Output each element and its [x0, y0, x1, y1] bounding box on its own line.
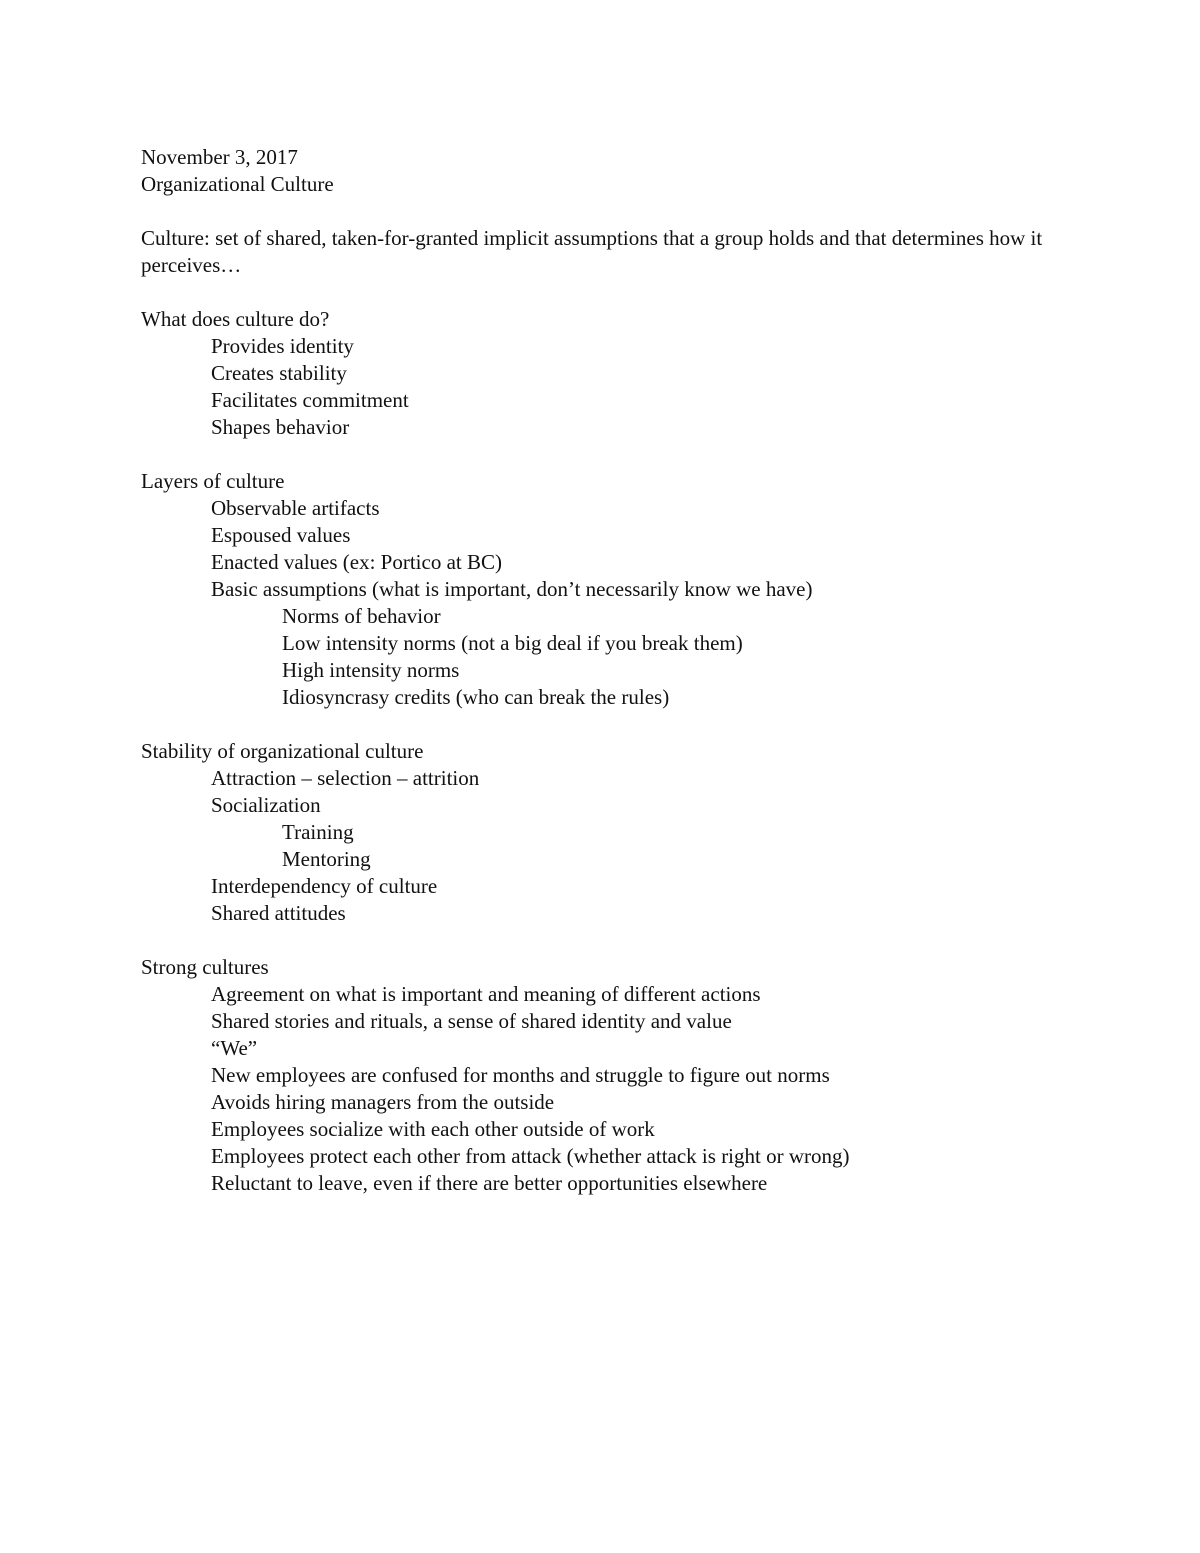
list-item: Socialization [211, 793, 321, 817]
list-item: Avoids hiring managers from the outside [211, 1090, 555, 1114]
sub-list-item: Idiosyncrasy credits (who can break the rules) [282, 685, 670, 709]
list-item: Reluctant to leave, even if there are better opportunities elsewhere [211, 1171, 768, 1195]
list-item: Shared attitudes [211, 901, 346, 925]
list-item: Observable artifacts [211, 496, 380, 520]
spacer [141, 441, 1101, 468]
section-heading: What does culture do? [141, 307, 330, 331]
section-heading: Layers of culture [141, 469, 285, 493]
section-heading: Stability of organizational culture [141, 739, 424, 763]
list-item: Employees protect each other from attack (whether attack is right or wrong) [211, 1144, 850, 1168]
list-item: Provides identity [211, 334, 354, 358]
spacer [141, 279, 1101, 306]
section [141, 954, 1101, 1197]
list-item: Enacted values (ex: Portico at BC) [211, 550, 502, 574]
document-content [141, 144, 1101, 1197]
sub-list-item: Mentoring [282, 847, 371, 871]
spacer [141, 198, 1101, 225]
spacer [141, 927, 1101, 954]
note-date: November 3, 2017 [141, 145, 298, 169]
list-item: Creates stability [211, 361, 347, 385]
sub-list-item: Norms of behavior [282, 604, 441, 628]
list-item: Shared stories and rituals, a sense of shared identity and value [211, 1009, 732, 1033]
sub-list-item: Training [282, 820, 354, 844]
list-item: New employees are confused for months and struggle to figure out norms [211, 1063, 830, 1087]
list-item: Employees socialize with each other outside of work [211, 1117, 655, 1141]
sub-list-item: High intensity norms [282, 658, 460, 682]
spacer [141, 711, 1101, 738]
note-title: Organizational Culture [141, 172, 334, 196]
list-item: Shapes behavior [211, 415, 350, 439]
sections-container [141, 279, 1101, 1197]
section [141, 306, 1101, 441]
list-item: “We” [211, 1036, 258, 1060]
list-item: Basic assumptions (what is important, don’t necessarily know we have) [211, 577, 813, 601]
section [141, 738, 1101, 927]
list-item: Attraction – selection – attrition [211, 766, 480, 790]
culture-definition: Culture: set of shared, taken-for-granted implicit assumptions that a group holds and that determines how it perceives… [141, 226, 1043, 277]
section [141, 468, 1101, 711]
sub-list-item: Low intensity norms (not a big deal if you break them) [282, 631, 743, 655]
list-item: Interdependency of culture [211, 874, 438, 898]
list-item: Agreement on what is important and meaning of different actions [211, 982, 761, 1006]
list-item: Espoused values [211, 523, 351, 547]
section-heading: Strong cultures [141, 955, 269, 979]
list-item: Facilitates commitment [211, 388, 409, 412]
